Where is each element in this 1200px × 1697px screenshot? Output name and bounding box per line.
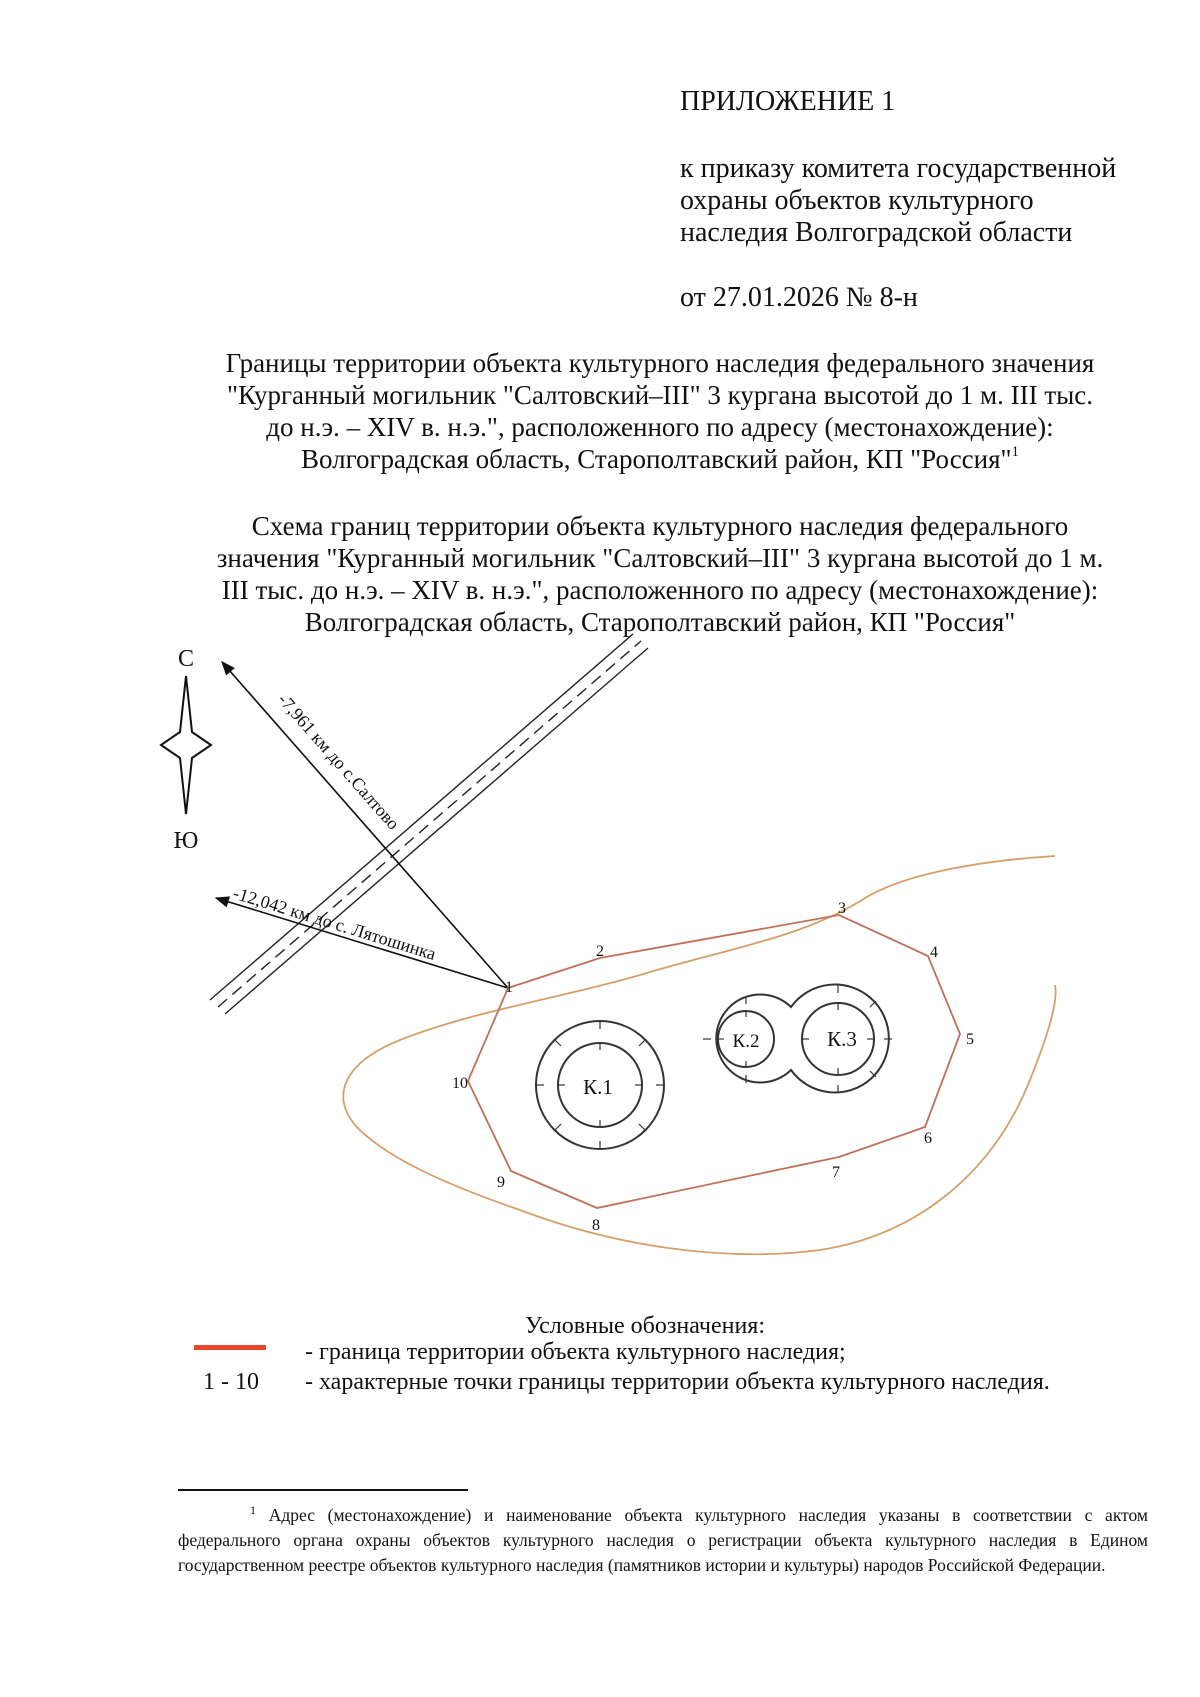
point-label: 7 <box>832 1164 840 1181</box>
footnote-mark: 1 <box>250 1503 256 1517</box>
point-label: 2 <box>596 943 604 960</box>
scheme-title-line: Схема границ территории объекта культурного наследия федерального <box>251 511 1069 541</box>
terrain-contour-line <box>343 856 1055 1254</box>
footnote-reference: 1 <box>1011 444 1020 460</box>
title-line: до н.э. – XIV в. н.э.", расположенного по адресу (местонахождение): <box>266 412 1054 442</box>
order-line: охраны объектов культурного <box>680 185 1034 216</box>
footnote <box>178 1503 1148 1578</box>
footnote-divider <box>178 1489 468 1491</box>
title-line: "Курганный могильник "Салтовский–III" 3 кургана высотой до 1 м. III тыс. <box>226 380 1094 410</box>
mound-k2-label: К.2 <box>732 1031 760 1052</box>
mound-k1-label: К.1 <box>583 1075 613 1099</box>
territory-boundary <box>468 915 960 1208</box>
point-label: 9 <box>497 1174 505 1191</box>
direction-label-lyatoshinka: -12,042 км до с. Лятошинка <box>230 882 439 964</box>
direction-label-saltovo: -7,961 км до с.Салтово <box>273 689 404 834</box>
scheme-title-line: значения "Курганный могильник "Салтовский–III" 3 кургана высотой до 1 м. <box>216 543 1104 573</box>
legend-title: Условные обозначения: <box>524 1313 766 1339</box>
scheme-title-line: III тыс. до н.э. – XIV в. н.э.", расположенного по адресу (местонахождение): <box>221 575 1099 605</box>
point-label: 3 <box>838 900 846 917</box>
compass-icon <box>161 646 211 854</box>
legend-boundary-swatch <box>194 1345 266 1350</box>
point-label: 10 <box>452 1075 468 1092</box>
title-line: Границы территории объекта культурного наследия федерального значения <box>225 348 1095 378</box>
compass-north-label: С <box>177 646 195 672</box>
scheme-title-line: Волгоградская область, Старополтавский район, КП "Россия" <box>304 607 1016 637</box>
point-label: 1 <box>505 979 513 996</box>
legend-points-label: - характерные точки границы территории объекта культурного наследия. <box>305 1369 1050 1395</box>
legend-points-range: 1 - 10 <box>203 1369 259 1395</box>
footnote-text: Адрес (местонахождение) и наименование объекта культурного наследия указаны в соответствии с актом федерального органа охраны объектов культурного наследия о регистрации объекта культурного наследия в Едином государственном реестре объектов культурного наследия (памятников истории и культуры) народов Российской Федерации. <box>178 1505 1149 1575</box>
legend-boundary-label: - граница территории объекта культурного наследия; <box>305 1339 846 1365</box>
order-line: наследия Волгоградской области <box>680 217 1073 248</box>
appendix-heading: ПРИЛОЖЕНИЕ 1 <box>680 86 896 117</box>
point-label: 5 <box>966 1031 974 1048</box>
compass-south-label: Ю <box>173 828 199 854</box>
order-date: от 27.01.2026 № 8-н <box>680 282 918 313</box>
mound-k3-label: К.3 <box>827 1027 857 1051</box>
title-line: Волгоградская область, Старополтавский район, КП "Россия"$^1$ <box>300 444 1020 474</box>
mound-k2-k3 <box>703 985 892 1094</box>
order-line: к приказу комитета государственной <box>680 153 1117 184</box>
point-label: 6 <box>924 1130 932 1147</box>
point-label: 8 <box>592 1217 600 1234</box>
direction-arrow-lyatoshinka <box>216 898 508 988</box>
point-label: 4 <box>930 944 938 961</box>
